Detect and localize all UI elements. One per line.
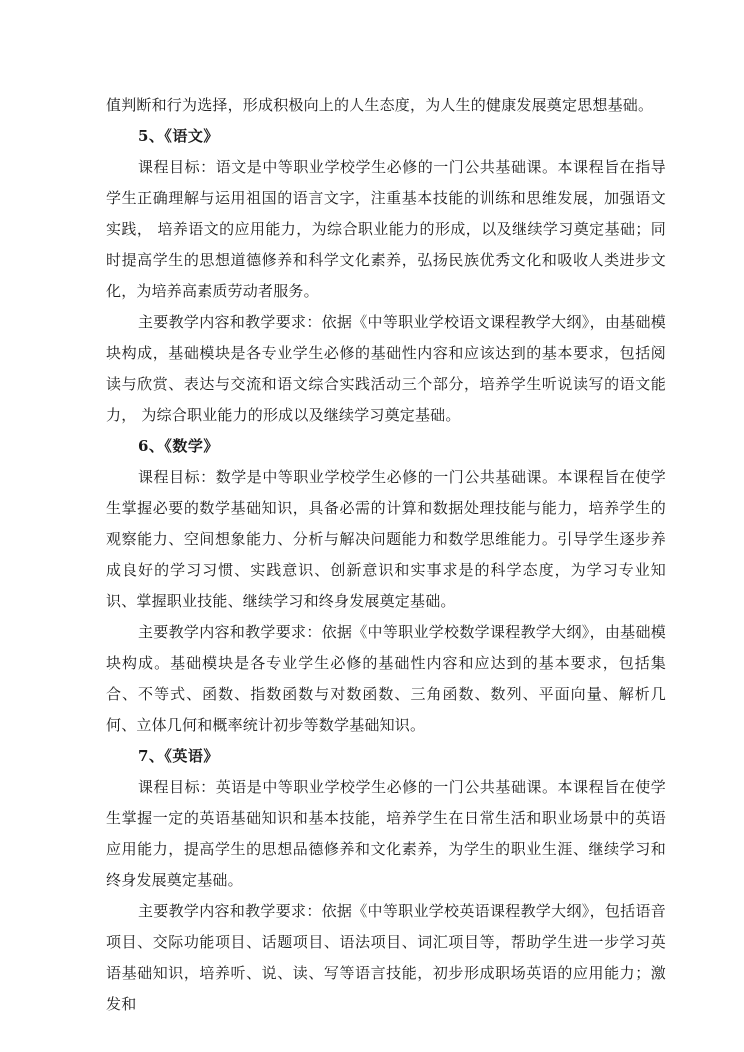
section-objective-chinese: 课程目标：语文是中等职业学校学生必修的一门公共基础课。本课程旨在指导学生正确理解与运用祖国的语言文字，注重基本技能的训练和思维发展，加强语文实践， 培养语文的应用能力，为综合职业能力的形成，以及继续学习奠定基础；同时提高学生的思想道德修养和科学文化素养，弘扬民族优秀文化和吸收人类进步文化，为培养高素质劳动者服务。	[106, 158, 666, 300]
document-page	[106, 90, 666, 1020]
section-content-math: 主要教学内容和教学要求：依据《中等职业学校数学课程教学大纲》，由基础模块构成。基础模块是各专业学生必修的基础性内容和应达到的基本要求，包括集合、不等式、函数、指数函数与对数函数、三角函数、数列、平面向量、解析几何、立体几何和概率统计初步等数学基础知识。	[106, 623, 666, 734]
section-objective-english: 课程目标：英语是中等职业学校学生必修的一门公共基础课。本课程旨在使学生掌握一定的英语基础知识和基本技能，培养学生在日常生活和职业场景中的英语应用能力，提高学生的思想品德修养和文化素养，为学生的职业生涯、继续学习和终身发展奠定基础。	[106, 778, 666, 889]
section-heading-math: 6、《数学》	[138, 437, 219, 455]
section-content-english: 主要教学内容和教学要求：依据《中等职业学校英语课程教学大纲》，包括语音项目、交际功能项目、话题项目、语法项目、词汇项目等，帮助学生进一步学习英语基础知识，培养听、说、读、写等语言技能，初步形成职场英语的应用能力；激发和	[106, 902, 666, 1013]
intro-continuation-paragraph: 值判断和行为选择，形成积极向上的人生态度，为人生的健康发展奠定思想基础。	[106, 96, 654, 114]
section-heading-english: 7、《英语》	[138, 747, 219, 765]
section-objective-math: 课程目标：数学是中等职业学校学生必修的一门公共基础课。本课程旨在使学生掌握必要的数学基础知识，具备必需的计算和数据处理技能与能力，培养学生的观察能力、空间想象能力、分析与解决问题能力和数学思维能力。引导学生逐步养成良好的学习习惯、实践意识、创新意识和实事求是的科学态度，为学习专业知识、掌握职业技能、继续学习和终身发展奠定基础。	[106, 468, 666, 610]
section-heading-chinese: 5、《语文》	[138, 127, 219, 145]
section-content-chinese: 主要教学内容和教学要求：依据《中等职业学校语文课程教学大纲》，由基础模块构成，基础模块是各专业学生必修的基础性内容和应该达到的基本要求，包括阅读与欣赏、表达与交流和语文综合实践活动三个部分，培养学生听说读写的语文能力， 为综合职业能力的形成以及继续学习奠定基础。	[106, 313, 666, 424]
